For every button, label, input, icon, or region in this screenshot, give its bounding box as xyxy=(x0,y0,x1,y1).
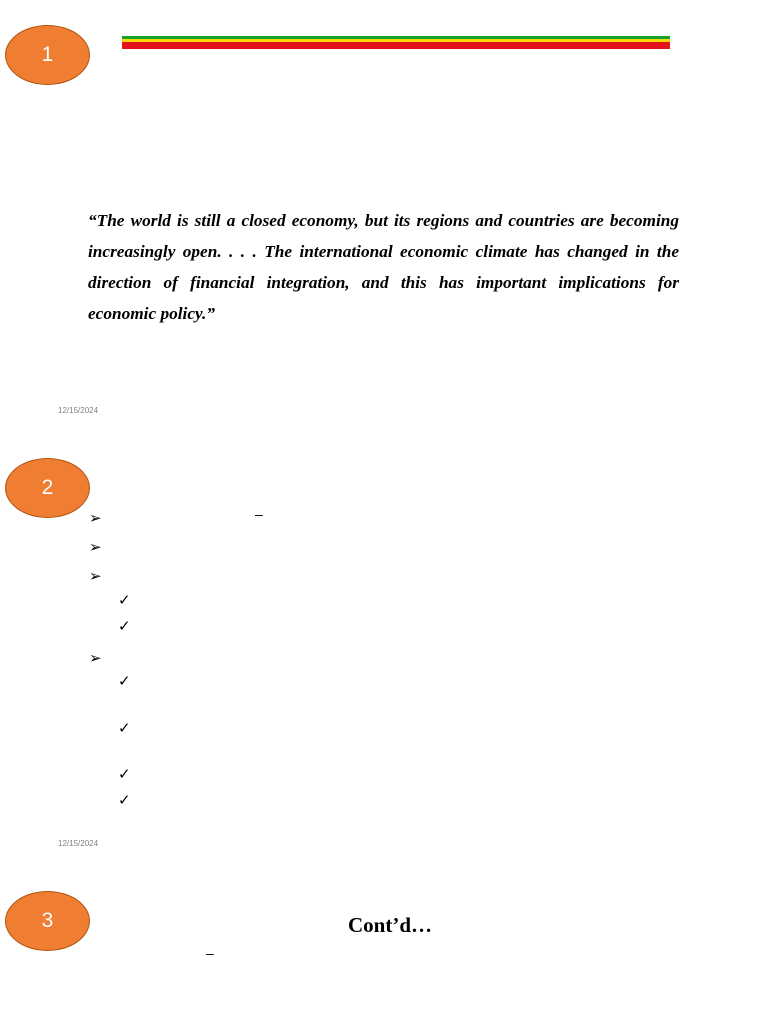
arrow-bullet-icon: ➢ xyxy=(89,649,102,667)
slide-1 xyxy=(0,0,768,433)
slide-date: 12/15/2024 xyxy=(58,839,99,848)
checkmark-bullet-icon: ✓ xyxy=(118,791,131,809)
slide-number-badge: 3 xyxy=(5,891,90,951)
flag-stripe xyxy=(122,36,670,49)
dash-mark: – xyxy=(206,945,214,961)
slide-2 xyxy=(0,433,768,866)
slide-heading: Cont’d… xyxy=(348,913,433,937)
arrow-bullet-icon: ➢ xyxy=(89,509,102,527)
slide-number-badge: 1 xyxy=(5,25,90,85)
checkmark-bullet-icon: ✓ xyxy=(118,672,131,690)
slide-3 xyxy=(0,866,768,1024)
slide-date: 12/15/2024 xyxy=(58,406,99,415)
quote-text: “The world is still a closed economy, but its regions and countries are becoming increasingly open. . . . The international economic climate has changed in the direction of financial integration, and this has important implications for economic policy.” xyxy=(88,211,679,323)
arrow-bullet-icon: ➢ xyxy=(89,538,102,556)
checkmark-bullet-icon: ✓ xyxy=(118,591,131,609)
checkmark-bullet-icon: ✓ xyxy=(118,765,131,783)
checkmark-bullet-icon: ✓ xyxy=(118,617,131,635)
flag-stripe-red xyxy=(122,42,670,49)
slide-number-badge: 2 xyxy=(5,458,90,518)
arrow-bullet-icon: ➢ xyxy=(89,567,102,585)
dash-mark: – xyxy=(255,506,263,522)
checkmark-bullet-icon: ✓ xyxy=(118,719,131,737)
